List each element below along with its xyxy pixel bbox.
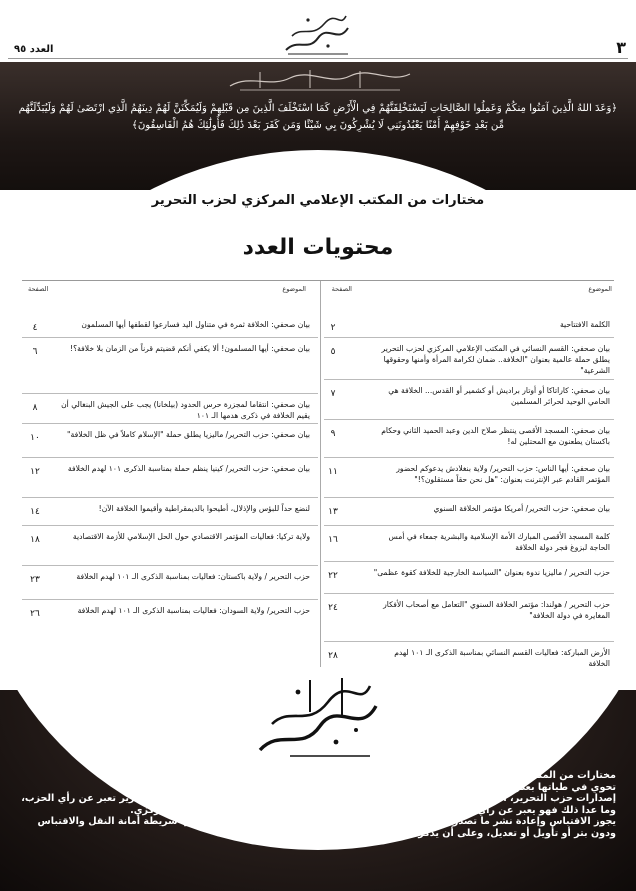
toc-entry-left: بيان صحفي: الخلافة ثمرة في متناول اليد فسارعوا لقطفها أيها المسلمون: [81, 320, 310, 329]
toc-separator: [324, 525, 614, 526]
toc-entry-right: بيان صحفي: القسم النسائي في المكتب الإعلامي المركزي لحزب التحرير يطلق حملة عالمية بعنوان "الخلافة.. ضمان لكرامة المرأة وأمنها وحقوقها الشرعية": [381, 344, 610, 375]
page-header: [0, 0, 636, 62]
toc-page-left: ٤: [32, 323, 38, 333]
toc-page-left: ١٠: [30, 433, 40, 443]
page-subtitle: مختارات من المكتب الإعلامي المركزي لحزب التحرير: [151, 193, 485, 208]
toc-separator: [22, 423, 318, 424]
toc-separator: [324, 497, 614, 498]
toc-page-right: ٢٤: [328, 603, 338, 613]
toc-entry-left: بيان صحفي: حزب التحرير/ كينيا ينظم حملة بمناسبة الذكرى ١٠١ لهدم الخلافة: [67, 464, 310, 473]
toc-page-right: ١٣: [328, 507, 338, 517]
toc-entry-left: بيان صحفي: أيها المسلمون! ألا يكفي أنكم قضيتم قرناً من الزمان بلا خلافة؟!: [70, 344, 310, 353]
issue-number: العدد ٩٥: [14, 44, 54, 55]
toc-entry-right: بيان صحفي: أيها الناس: حزب التحرير/ ولاية بنغلادش يدعوكم لحضور المؤتمر القادم عبر الإنترنت بعنوان: "هل نحن حقاً مستقلون؟!": [396, 464, 610, 484]
toc-page-left: ٦: [32, 347, 38, 357]
toc-separator: [324, 337, 614, 338]
toc-page-right: ٢٢: [328, 571, 338, 581]
header-divider: [8, 58, 628, 59]
footer-line-2: تحوي في طياتها بعض ما تم نشره على موقع المكتب الإعلامي المركزي لحزب التحرير وإذاعته.: [175, 781, 616, 793]
col-header-topic-right: الموضوع: [588, 285, 612, 293]
footer-line-4: يجوز الاقتباس وإعادة نشر ما تصدره المجلة أو موقع المكتب الإعلامي المركزي لحزب التحرير، شريطة أمانة النقل والاقتباس ودون بتر أو تأويل أو تعديل، وعلى أن يذكر مصدر ما نقل أو نشر.: [37, 816, 616, 839]
toc-separator: [324, 419, 614, 420]
toc-separator: [22, 457, 318, 458]
toc-page-right: ٥: [330, 347, 336, 357]
toc-separator: [22, 599, 318, 600]
toc-entry-right: بيان صحفي: حزب التحرير/ أمريكا مؤتمر الخلافة السنوي: [433, 504, 610, 513]
toc-separator: [324, 379, 614, 380]
toc-page-right: ١٦: [328, 535, 338, 545]
magazine-logo-large: [250, 672, 386, 764]
footer-line-3: إصدارات حزب التحرير، الولايات، المكاتب الإعلامية، الناطقين الرسميين والممثلين الإعلاميين لحزب التحرير تعبر عن رأي الحزب، وما عدا ذلك فهو يعبر عن رأي كاتبه وإن نشر في مواقع حزب التحرير أو مجلة المكتب الإعلامي المركزي.: [21, 793, 616, 816]
magazine-logo: [278, 8, 356, 58]
table-of-contents: [22, 280, 614, 667]
basmala-calligraphy: [220, 66, 420, 94]
toc-entry-left: لنضع حداً للبؤس والإذلال، أطيحوا بالديمقراطية وأقيموا الخلافة الآن!: [98, 504, 310, 513]
toc-separator: [22, 525, 318, 526]
quran-verse: ﴿وَعَدَ اللهُ الَّذِينَ آمَنُوا مِنكُمْ وَعَمِلُوا الصَّالِحَاتِ لَيَسْتَخْلِفَنَّهُمْ فِي الْأَرْضِ كَمَا اسْتَخْلَفَ الَّذِينَ مِن قَبْلِهِمْ وَلَيُمَكِّنَنَّ لَهُمْ دِينَهُمُ الَّذِي ارْتَضَىٰ لَهُمْ وَلَيُبَدِّلَنَّهُم مِّن بَعْدِ خَوْفِهِمْ أَمْنًا يَعْبُدُونَنِي لَا يُشْرِكُونَ بِي شَيْئًا وَمَن كَفَرَ بَعْدَ ذَٰلِكَ فَأُولَٰئِكَ هُمُ الْفَاسِقُونَ﴾: [18, 103, 618, 131]
toc-entry-left: حزب التحرير / ولاية باكستان: فعاليات بمناسبة الذكرى الـ ١٠١ لهدم الخلافة: [76, 572, 310, 581]
col-header-page-right: الصفحة: [331, 285, 352, 293]
toc-entry-right: حزب التحرير / هولندا: مؤتمر الخلافة السنوي "التعامل مع أصحاب الأفكار المغايرة في دولة الخلافة": [383, 600, 610, 620]
toc-page-left: ٢٦: [30, 609, 40, 619]
toc-entry-right: بيان صحفي: المسجد الأقصى ينتظر صلاح الدين وعبد الحميد الثاني وحكام باكستان يطعنون مع المحتلين له!: [381, 426, 610, 446]
toc-entry-left: ولاية تركيا: فعاليات المؤتمر الاقتصادي حول الحل الإسلامي للأزمة الاقتصادية: [72, 532, 310, 541]
toc-separator: [324, 593, 614, 594]
footer-line-1: مختارات من المكتب الإعلامي المركزي لحزب التحرير: [370, 770, 616, 781]
toc-entry-left: بيان صحفي: انتقاما لمجزرة حرس الحدود (بيلخانا) يجب على الجيش البنغالي أن يقيم الخلافة في ذكرى هدمها الـ ١٠١: [61, 400, 310, 420]
toc-entry-left: حزب التحرير/ ولاية السودان: فعاليات بمناسبة الذكرى الـ ١٠١ لهدم الخلافة: [77, 606, 310, 615]
toc-page-left: ١٨: [30, 535, 40, 545]
toc-entry-right: كلمة المسجد الأقصى المبارك الأمة الإسلامية والبشرية جمعاء في أمس الحاجة لبزوغ فجر دولة الخلافة: [388, 532, 610, 552]
toc-page-right: ٧: [330, 389, 336, 399]
toc-page-left: ٨: [32, 403, 38, 413]
toc-page-right: ٢٨: [328, 651, 338, 661]
toc-separator: [324, 457, 614, 458]
toc-entry-right: الكلمة الافتتاحية: [559, 320, 610, 329]
page-number: ٣: [616, 38, 626, 57]
page-title: محتويات العدد: [242, 235, 394, 260]
toc-entry-left: بيان صحفي: حزب التحرير/ ماليزيا يطلق حملة "الإسلام كاملاً في ظل الخلافة": [67, 430, 310, 439]
toc-separator: [22, 497, 318, 498]
toc-page-right: ٢: [330, 323, 336, 333]
toc-page-left: ٢٣: [30, 575, 40, 585]
toc-separator: [324, 561, 614, 562]
toc-separator: [324, 641, 614, 642]
toc-separator: [22, 337, 318, 338]
toc-entry-right: حزب التحرير / ماليزيا ندوة بعنوان "السياسة الخارجية للخلافة كقوة عظمى": [373, 568, 610, 577]
col-header-page-left: الصفحة: [28, 285, 49, 293]
toc-entry-right: الأرض المباركة: فعاليات القسم النسائي بمناسبة الذكرى الـ ١٠١ لهدم الخلافة: [394, 648, 610, 668]
toc-separator: [22, 565, 318, 566]
toc-entry-right: بيان صحفي: كاراتاكا أو أوتار براديش أو كشمير أو القدس... الخلافة هي الحامي الوحيد لحرائر المسلمين: [388, 386, 610, 406]
toc-page-left: ١٤: [30, 507, 40, 517]
col-header-topic-left: الموضوع: [282, 285, 306, 293]
toc-page-right: ١١: [328, 467, 338, 477]
toc-page-right: ٩: [330, 429, 336, 439]
toc-separator: [22, 393, 318, 394]
footer-text: [20, 770, 616, 840]
column-divider: [320, 281, 321, 667]
toc-page-left: ١٢: [30, 467, 40, 477]
